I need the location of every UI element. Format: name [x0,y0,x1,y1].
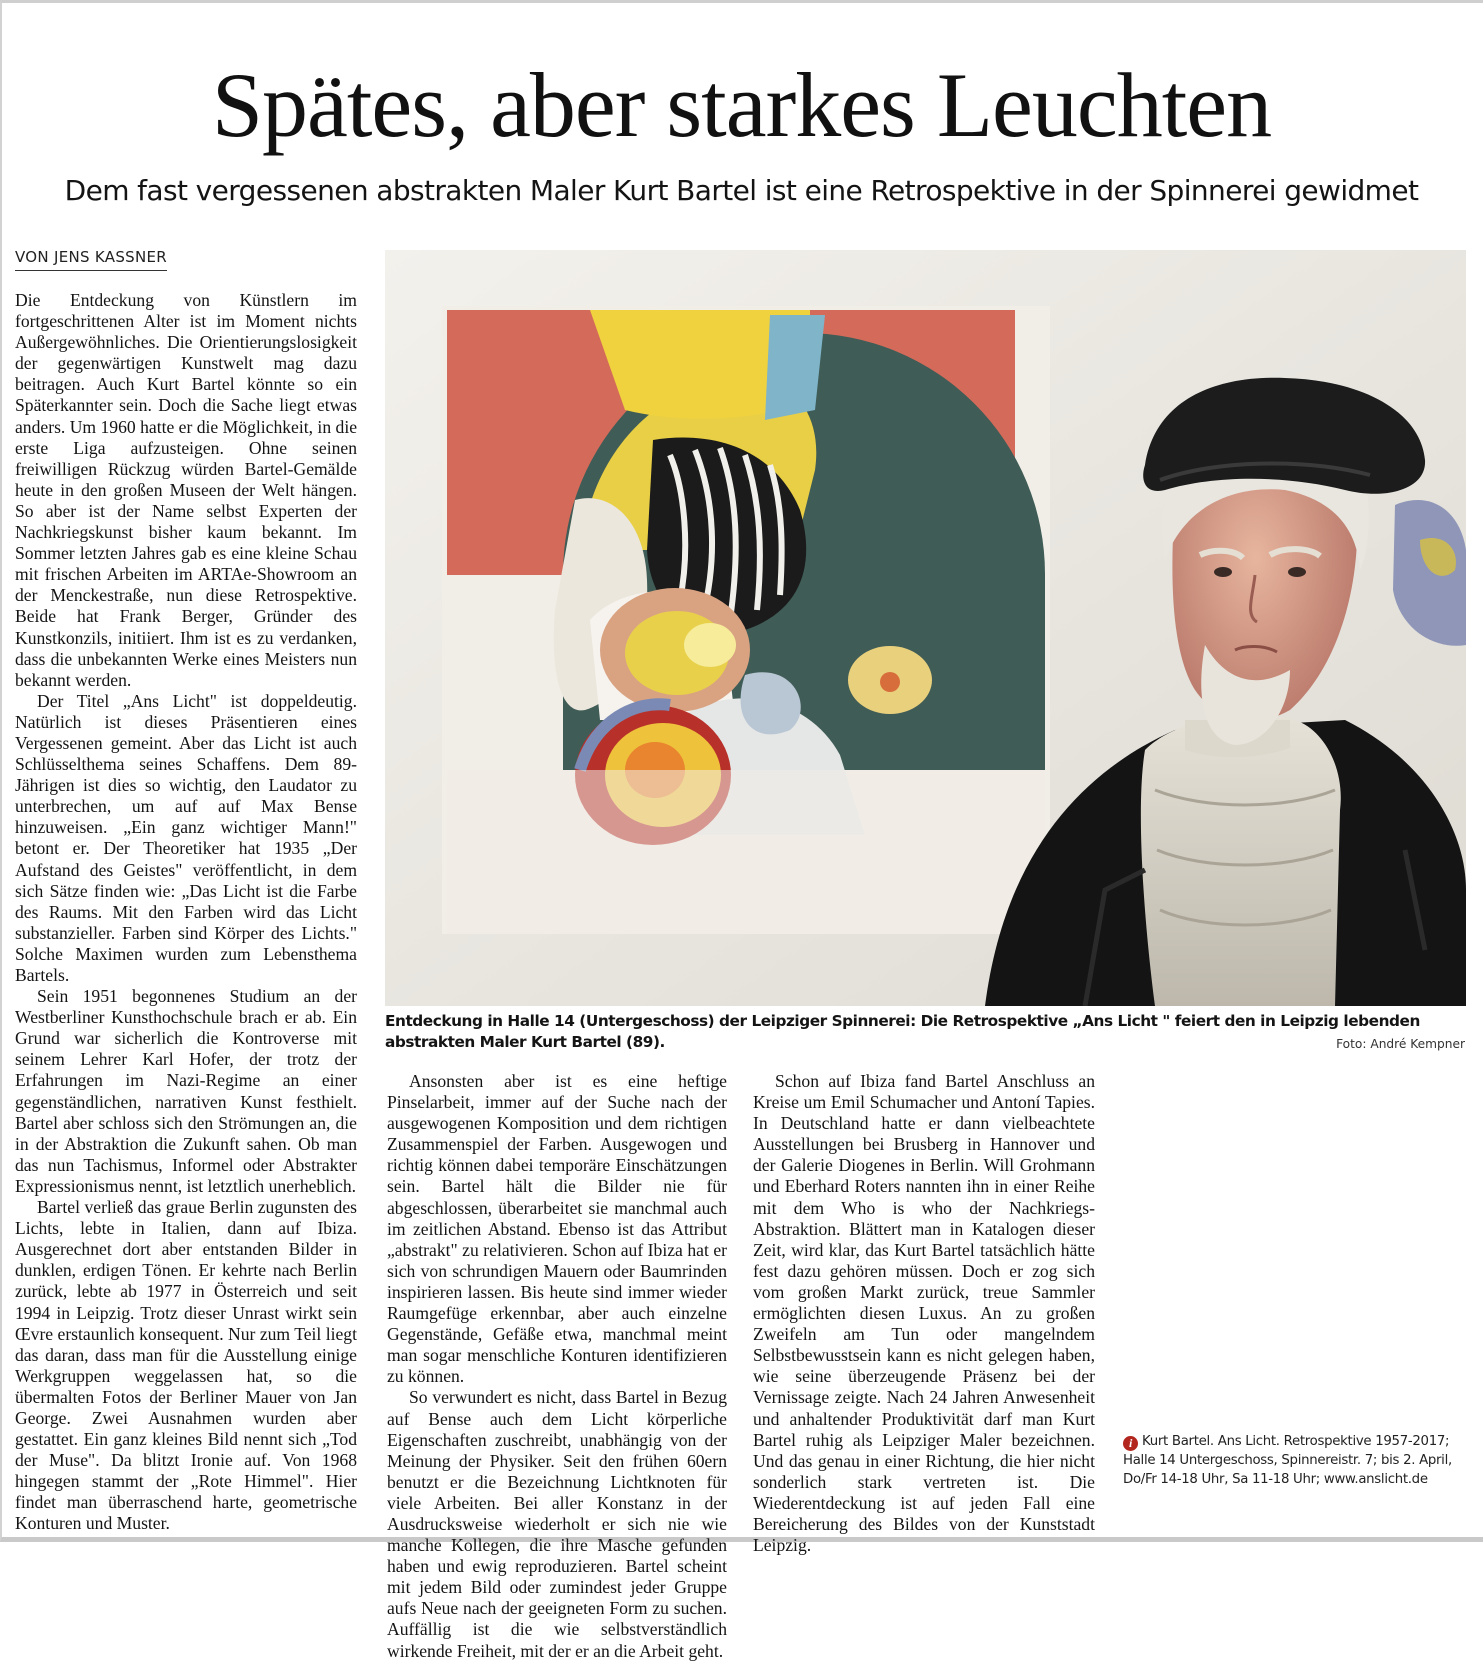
subheadline: Dem fast vergessenen abstrakten Maler Kurt Bartel ist eine Retrospektive in der Spinnerei gewidmet [64,174,1419,207]
column-3 [753,1071,1095,1556]
exhibition-info [1123,1432,1473,1489]
byline: VON JENS KASSNER [15,247,167,271]
photo-illustration [385,250,1466,1006]
body-paragraph: So verwundert es nicht, dass Bartel in Bezug auf Bense auch dem Licht körperliche Eigenschaften zuschreibt, unabhängig von der Meinung der Physiker. Seit den frühen 60ern benutzt er die Bezeichnung Lichtknoten für viele Arbeiten. Bei aller Konstanz in der Ausdrucksweise wiederholt er sich nie wie manche Kollegen, die ihre Masche gefunden haben und ewig reproduzieren. Bartel scheint mit jedem Bild oder zumindest jeder Gruppe aufs Neue nach der geeigneten Form zu suchen. Auffällig ist die wie selbstverständlich wirkende Freiheit, mit der er an die Arbeit geht. [387,1387,727,1661]
article-photo [385,250,1466,1006]
body-paragraph: Sein 1951 begonnenes Studium an der Westberliner Kunsthochschule brach er ab. Ein Grund war sicherlich die Kontroverse mit seinem Lehrer Karl Hofer, der trotz der Erfahrungen im Nazi-Regime an einer gegenständlichen, narrativen Kunst festhielt. Bartel aber schloss sich den Strömungen an, die in der Abstraktion die Zukunft sahen. Ob man das nun Tachismus, Informel oder Abstrakter Expressionismus nennt, ist letztlich unerheblich. [15,986,357,1196]
body-paragraph: Schon auf Ibiza fand Bartel Anschluss an Kreise um Emil Schumacher und Antoní Tapies. In Deutschland hatte er dann vielbeachtete Ausstellungen bei Brusberg in Hannover und der Galerie Diogenes in Berlin. Will Grohmann und Eberhard Roters nannten ihn in einer Reihe mit dem Who is who der Nachkriegs-Abstraktion. Blättert man in Katalogen dieser Zeit, wird klar, das Kurt Bartel tatsächlich hätte fest dazu gehören müssen. Doch er zog sich vom großen Markt zurück, treue Sammler ermöglichten diesen Luxus. An zu großen Zweifeln am Tun oder mangelndem Selbstbewusstsein kann es nicht gelegen haben, wie seine überzeugende Präsenz bei der Vernissage zeigte. Nach 24 Jahren Anwesenheit und anhaltender Produktivität darf man Kurt Bartel ruhig als Leipziger Maler bezeichnen. Und das genau in einer Richtung, die hier nicht sonderlich stark vertreten ist. Die Wiederentdeckung ist auf jeden Fall eine Bereicherung des Bildes von der Kunststadt Leipzig. [753,1071,1095,1556]
photo-credit: Foto: André Kempner [1336,1037,1465,1051]
headline: Spätes, aber starkes Leuchten [211,54,1272,156]
body-paragraph: Die Entdeckung von Künstlern im fortgeschrittenen Alter ist im Moment nichts Außergewöhnliches. Die Orientierungslosigkeit der gegenwärtigen Kunstwelt mag dazu beitragen. Auch Kurt Bartel könnte so ein Späterkannter sein. Doch die Sache liegt etwas anders. Um 1960 hatte er die Möglichkeit, in die erste Liga aufzusteigen. Ohne seinen freiwilligen Rückzug würden Bartel-Gemälde heute in den großen Museen der Welt hängen. So aber ist der Name selbst Experten der Nachkriegskunst bisher kaum bekannt. Im Sommer letzten Jahres gab es eine kleine Schau mit frischen Arbeiten im ARTAe-Showroom an der Menckestraße, nun diese Retrospektive. Beide hat Frank Berger, Gründer des Kunstkonzils, initiiert. Ihm ist es zu verdanken, dass die unbekannten Werke eines Meisters nun bekannt werden. [15,290,358,690]
column-1 [15,290,357,1535]
column-2 [387,1071,727,1662]
exhibition-info-text: Kurt Bartel. Ans Licht. Retrospektive 1957-2017; Halle 14 Untergeschoss, Spinnereistr. 7; bis 2. April, Do/Fr 14-18 Uhr, Sa 11-18 Uhr; www.anslicht.de [1123,1434,1452,1487]
painting [442,306,1050,934]
photo-caption: Entdeckung in Halle 14 (Untergeschoss) der Leipziger Spinnerei: Die Retrospektive „Ans Licht " feiert den in Leipzig lebenden abstrakten Maler Kurt Bartel (89). [385,1012,1420,1051]
body-paragraph: Bartel verließ das graue Berlin zugunsten des Lichts, lebte in Italien, dann auf Ibiza. Ausgerechnet dort aber entstanden Bilder in dunklen, erdigen Tönen. Er kehrte nach Berlin zurück, lebte ab 1977 in Österreich und seit 1994 in Leipzig. Trotz dieser Unrast wirkt sein Œvre erstaunlich konsequent. Nur zum Teil liegt das daran, dass man für die Ausstellung einige Werkgruppen weggelassen hat, so die übermalten Fotos der Berliner Mauer von Jan George. Zwei Ausnahmen wurden aber gestattet. Ein ganz kleines Bild nennt sich „Tod der Muse". Da blitzt Ironie auf. Von 1968 hingegen stammt der „Rote Himmel". Hier findet man überraschend harte, geometrische Konturen und Muster. [15,1197,357,1534]
body-paragraph: Der Titel „Ans Licht" ist doppeldeutig. Natürlich ist dieses Präsentieren eines Vergessenen gemeint. Aber das Licht ist auch Schlüsselthema seines Schaffens. Dem 89-Jährigen ist dies so wichtig, den Laudator zu unterbrechen, um auf auf Max Bense hinzuweisen. „Ein ganz wichtiger Mann!" betont er. Der Theoretiker hat 1935 „Der Aufstand des Geistes" veröffentlicht, in dem sich Sätze finden wie: „Das Licht ist die Farbe des Raums. Mit den Farben wird das Licht substanzieller. Farben sind Körper des Lichts." Solche Maximen wurden zum Lebensthema Bartels. [15,690,357,985]
info-icon: i [1123,1436,1138,1451]
body-paragraph: Ansonsten aber ist es eine heftige Pinselarbeit, immer auf der Suche nach der ausgewogenen Komposition und dem richtigen Zusammenspiel der Farben. Ausgewogen und richtig können dabei temporäre Einschätzungen sein. Bartel hält die Bilder nie für abgeschlossen, überarbeitet sie manchmal auch im zeitlichen Abstand. Ebenso ist das Attribut „abstrakt" zu relativieren. Schon auf Ibiza hat er sich von schrundigen Mauern oder Baumrinden inspirieren lassen. Bis heute sind immer wieder Raumgefüge erkennbar, aber auch einzelne Gegenstände, Gefäße etwa, manchmal meint man sogar menschliche Konturen identifizieren zu können. [387,1071,727,1387]
